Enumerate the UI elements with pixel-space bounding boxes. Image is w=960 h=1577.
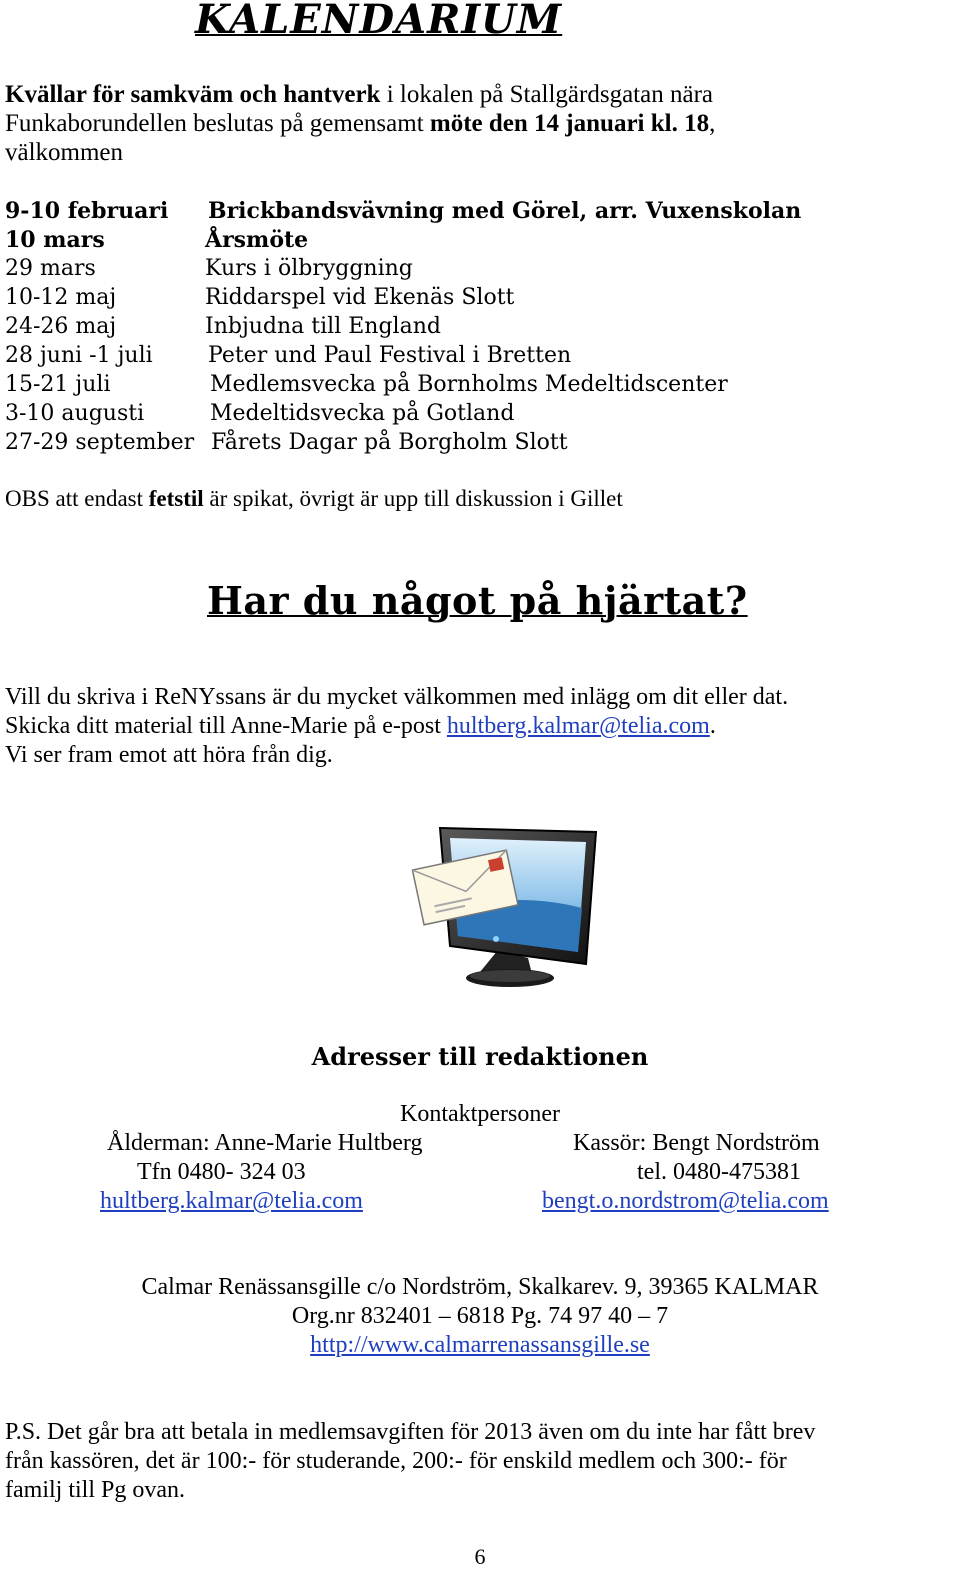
calendar-event: Peter und Paul Festival i Bretten	[208, 343, 572, 368]
calendar-event: Brickbandsvävning med Görel, arr. Vuxenskolan	[208, 198, 802, 224]
ps-line2: från kassören, det är 100:- för studerande, 200:- för enskild medlem och 300:- för	[5, 1448, 787, 1474]
intro-line3: välkommen	[5, 139, 124, 166]
computer-mail-icon	[410, 822, 605, 992]
invite-line1: Vill du skriva i ReNYssans är du mycket välkommen med inlägg om dit eller dat.	[5, 684, 789, 710]
invite-line2-end: .	[709, 713, 716, 739]
calendar-date: 28 juni -1 juli	[5, 343, 153, 368]
page-title: KALENDARIUM	[195, 0, 563, 43]
calendar-event: Medeltidsvecka på Gotland	[210, 401, 515, 426]
obs-note	[5, 486, 623, 512]
calendar-date: 9-10 februari	[5, 198, 169, 224]
intro-line2: Funkaborundellen beslutas på gemensamt	[5, 110, 430, 137]
right-contact-email-link[interactable]: bengt.o.nordstrom@telia.com	[542, 1188, 829, 1214]
right-contact-role: Kassör: Bengt Nordström	[573, 1130, 820, 1156]
obs-text: OBS att endast	[5, 486, 149, 511]
section-heading: Har du något på hjärtat?	[207, 578, 748, 623]
invite-paragraph	[5, 683, 788, 770]
calendar-date: 29 mars	[5, 256, 96, 281]
calendar-date: 10-12 maj	[5, 285, 117, 310]
left-contact-phone: Tfn 0480- 324 03	[137, 1159, 306, 1185]
intro-line2-end: ,	[709, 110, 716, 137]
addresses-heading: Adresser till redaktionen	[311, 1042, 649, 1071]
left-contact-role: Ålderman: Anne-Marie Hultberg	[107, 1130, 423, 1156]
org-numbers: Org.nr 832401 – 6818 Pg. 74 97 40 – 7	[291, 1303, 669, 1329]
invite-line3: Vi ser fram emot att höra från dig.	[5, 742, 333, 768]
calendar-date: 24-26 maj	[5, 314, 117, 339]
calendar-date: 27-29 september	[5, 430, 195, 455]
calendar-event: Riddarspel vid Ekenäs Slott	[205, 285, 515, 310]
calendar-event: Medlemsvecka på Bornholms Medeltidscenter	[210, 372, 728, 397]
calendar-date: 3-10 augusti	[5, 401, 145, 426]
ps-line1: P.S. Det går bra att betala in medlemsavgiften för 2013 även om du inte har fått brev	[5, 1419, 816, 1445]
calendar-date: 15-21 juli	[5, 372, 111, 397]
website-link[interactable]: http://www.calmarrenassansgille.se	[310, 1332, 650, 1358]
email-link[interactable]: hultberg.kalmar@telia.com	[446, 713, 710, 739]
calendar-event: Kurs i ölbryggning	[205, 256, 413, 281]
left-contact-email-link[interactable]: hultberg.kalmar@telia.com	[100, 1188, 363, 1214]
calendar-event: Fårets Dagar på Borgholm Slott	[211, 430, 568, 455]
right-contact-phone: tel. 0480-475381	[637, 1159, 801, 1185]
page-number: 6	[474, 1544, 486, 1569]
calendar-event: Inbjudna till England	[205, 314, 441, 339]
contacts-label: Kontaktpersoner	[400, 1101, 560, 1127]
intro-bold: Kvällar för samkväm och hantverk	[5, 81, 381, 108]
ps-line3: familj till Pg ovan.	[5, 1477, 185, 1503]
intro-meeting: möte den 14 januari kl. 18	[429, 110, 710, 137]
calendar-date: 10 mars	[5, 227, 105, 253]
invite-line2: Skicka ditt material till Anne-Marie på e-post	[5, 713, 447, 739]
obs-text-end: är spikat, övrigt är upp till diskussion i Gillet	[203, 486, 623, 511]
website-wrapper	[0, 1332, 960, 1359]
calendar-event: Årsmöte	[205, 227, 309, 253]
obs-bold: fetstil	[148, 486, 204, 511]
intro-paragraph	[5, 80, 715, 167]
intro-text: i lokalen på Stallgärdsgatan nära	[380, 81, 713, 108]
org-address: Calmar Renässansgille c/o Nordström, Skalkarev. 9, 39365 KALMAR	[141, 1274, 819, 1300]
ps-paragraph	[5, 1418, 815, 1505]
